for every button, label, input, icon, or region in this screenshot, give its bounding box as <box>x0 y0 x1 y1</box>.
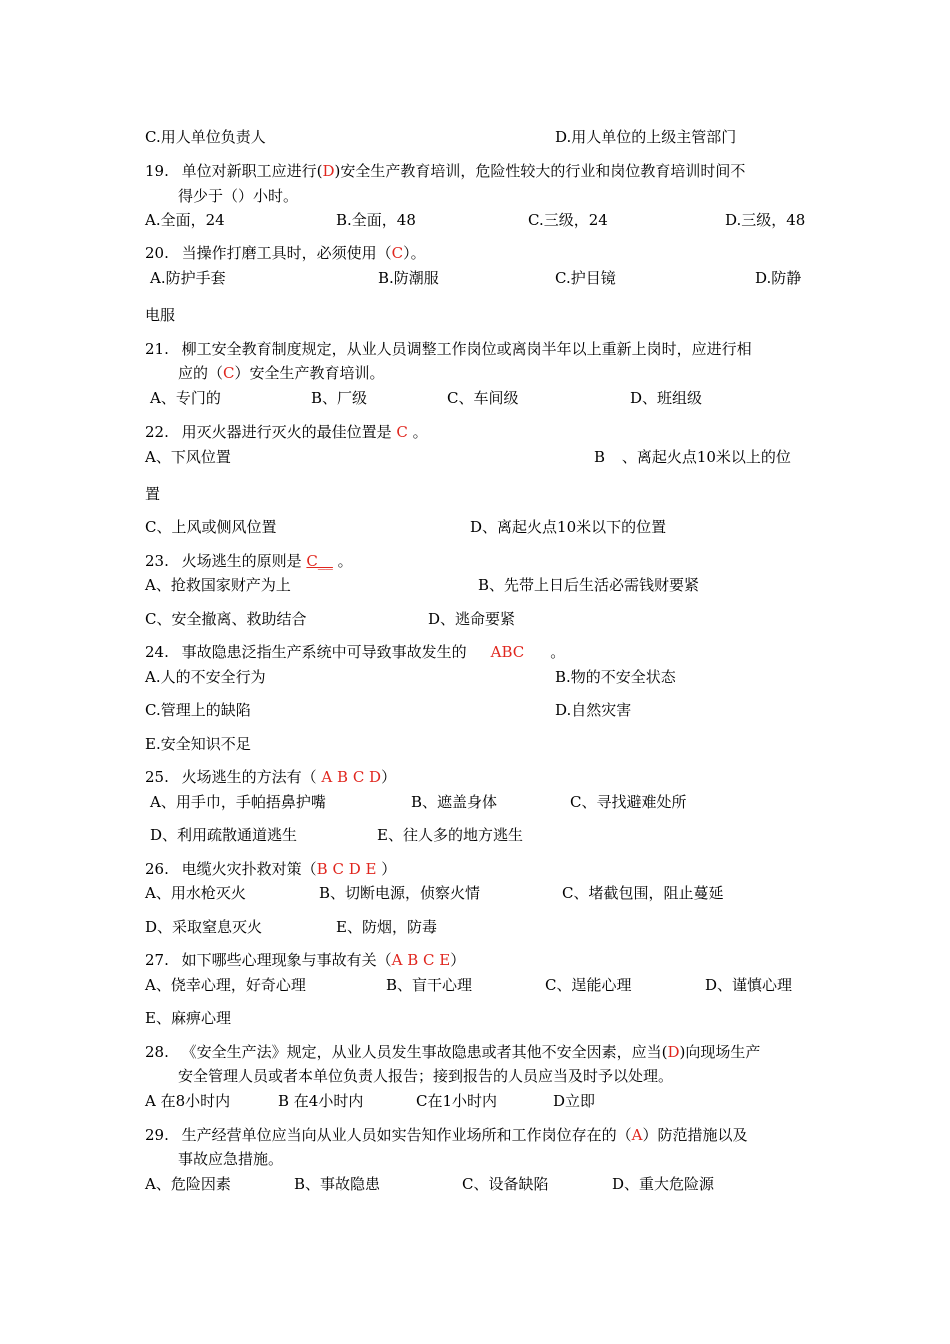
option-c: C.管理上的缺陷 <box>145 701 251 719</box>
question-number: 25. <box>145 768 169 786</box>
option-a: A、用手巾，手帕捂鼻护嘴 <box>150 793 326 811</box>
question-text-cont: 。 <box>550 643 566 661</box>
option-a: A、侥幸心理，好奇心理 <box>145 976 306 994</box>
option-d: D、采取窒息灭火 <box>145 918 263 936</box>
answer-mark: D <box>322 162 335 180</box>
answer-mark: A <box>631 1126 643 1144</box>
option-a: A 在8小时内 <box>145 1092 231 1110</box>
question-number: 29. <box>145 1126 169 1144</box>
option-c: C、上风或侧风位置 <box>145 518 277 536</box>
option-b: B、盲干心理 <box>386 976 473 994</box>
option-b: B、事故隐患 <box>294 1175 381 1193</box>
question-text-cont: ） <box>381 768 397 786</box>
question-29-line2: 事故应急措施。 <box>178 1150 284 1168</box>
question-26 <box>145 859 396 879</box>
option-b: B.物的不安全状态 <box>555 668 676 686</box>
question-29 <box>145 1125 748 1145</box>
option-a: A.防护手套 <box>150 269 226 287</box>
answer-mark: A B C E <box>391 951 451 969</box>
question-24 <box>145 642 565 662</box>
option-a: A.全面，24 <box>145 211 225 229</box>
question-19 <box>145 161 745 181</box>
option-b: B.全面，48 <box>336 211 416 229</box>
option-d: D立即 <box>553 1092 596 1110</box>
question-text: 当操作打磨工具时，必须使用（ <box>181 244 392 262</box>
option-c: C、堵截包围，阻止蔓延 <box>562 884 724 902</box>
option-e: E、防烟，防毒 <box>336 918 437 936</box>
question-28-line2: 安全管理人员或者本单位负责人报告；接到报告的人员应当及时予以处理。 <box>178 1067 674 1085</box>
question-text-cont: ）。 <box>403 244 426 262</box>
question-text: 用灭火器进行灭火的最佳位置是 <box>181 423 397 441</box>
option-c: C.护目镜 <box>555 269 616 287</box>
question-number: 26. <box>145 860 169 878</box>
option-b: B 在4小时内 <box>278 1092 364 1110</box>
option-d: D、班组级 <box>630 389 703 407</box>
answer-mark: C__ <box>306 552 333 570</box>
option-d: D、逃命要紧 <box>428 610 516 628</box>
question-text-cont: )安全生产教育培训，危险性较大的行业和岗位教育培训时间不 <box>334 162 746 180</box>
question-text: 如下哪些心理现象与事故有关（ <box>181 951 392 969</box>
option-d: D、重大危险源 <box>612 1175 715 1193</box>
answer-mark: ABC <box>490 643 525 661</box>
question-text: 柳工安全教育制度规定，从业人员调整工作岗位或离岗半年以上重新上岗时，应进行相 <box>181 340 752 358</box>
answer-mark: B C D E <box>316 860 377 878</box>
option-b <box>594 447 791 467</box>
question-text: 火场逃生的方法有（ <box>181 768 322 786</box>
option-c: C、安全撤离、救助结合 <box>145 610 307 628</box>
question-text-cont: ）安全生产教育培训。 <box>234 364 385 382</box>
question-number: 24. <box>145 643 169 661</box>
question-text-cont: 。 <box>407 423 428 441</box>
question-text-cont: )向现场生产 <box>679 1043 761 1061</box>
question-number: 23. <box>145 552 169 570</box>
question-21-line2 <box>178 363 385 383</box>
option-b: B、先带上日后生活必需钱财要紧 <box>478 576 700 594</box>
question-number: 19. <box>145 162 169 180</box>
question-text-cont: ） <box>376 860 397 878</box>
option-d: D、谨慎心理 <box>705 976 793 994</box>
option-c: C.用人单位负责人 <box>145 128 266 146</box>
question-text: 单位对新职工应进行( <box>181 162 323 180</box>
option-a: A、下风位置 <box>145 448 231 466</box>
option-d: D、利用疏散通道逃生 <box>150 826 298 844</box>
answer-mark: C <box>391 244 404 262</box>
question-text-cont: 。 <box>332 552 353 570</box>
option-c: C在1小时内 <box>416 1092 498 1110</box>
question-21 <box>145 339 752 359</box>
question-28 <box>145 1042 760 1062</box>
question-19-line2: 得少于（）小时。 <box>178 187 299 205</box>
option-a: A、用水枪灭火 <box>145 884 246 902</box>
question-text: 《安全生产法》规定，从业人员发生事故隐患或者其他不安全因素，应当( <box>181 1043 668 1061</box>
question-text-cont: ） <box>450 951 466 969</box>
option-d: D.用人单位的上级主管部门 <box>555 128 737 146</box>
question-text: 事故隐患泛指生产系统中可导致事故发生的 <box>181 643 467 661</box>
question-text: 电缆火灾扑救对策（ <box>181 860 317 878</box>
option-c: C、车间级 <box>447 389 519 407</box>
option-b: B.防潮服 <box>378 269 439 287</box>
question-20 <box>145 243 426 263</box>
option-c: C.三级，24 <box>528 211 608 229</box>
option-d: D.三级，48 <box>725 211 806 229</box>
question-text: 应的（ <box>178 364 224 382</box>
option-d-wrap: 电服 <box>145 306 176 324</box>
option-b: B、遮盖身体 <box>411 793 498 811</box>
option-c: C、寻找避难处所 <box>570 793 687 811</box>
question-text-cont: ）防范措施以及 <box>642 1126 748 1144</box>
option-a: A、危险因素 <box>145 1175 231 1193</box>
answer-mark: D <box>667 1043 680 1061</box>
option-a: A.人的不安全行为 <box>145 668 266 686</box>
question-text: 火场逃生的原则是 <box>181 552 307 570</box>
question-25 <box>145 767 396 787</box>
option-b-letter: B <box>594 448 606 466</box>
option-c: C、逞能心理 <box>545 976 632 994</box>
question-22 <box>145 422 428 442</box>
option-e: E、往人多的地方逃生 <box>377 826 523 844</box>
option-e: E、麻痹心理 <box>145 1009 231 1027</box>
option-b: B、切断电源，侦察火情 <box>319 884 481 902</box>
question-27 <box>145 950 465 970</box>
option-d: D.防静 <box>755 269 802 287</box>
answer-mark: A B C D <box>321 768 382 786</box>
option-b-text: 、离起火点10米以上的位 <box>621 448 791 466</box>
answer-mark: C <box>396 423 408 441</box>
option-d: D.自然灾害 <box>555 701 632 719</box>
option-a: A、专门的 <box>150 389 221 407</box>
question-23 <box>145 551 353 571</box>
option-c: C、设备缺陷 <box>462 1175 549 1193</box>
question-number: 27. <box>145 951 169 969</box>
question-number: 28. <box>145 1043 169 1061</box>
question-number: 21. <box>145 340 169 358</box>
option-e: E.安全知识不足 <box>145 735 251 753</box>
option-b-wrap: 置 <box>145 485 161 503</box>
question-text: 生产经营单位应当向从业人员如实告知作业场所和工作岗位存在的（ <box>181 1126 632 1144</box>
option-b: B、厂级 <box>311 389 368 407</box>
option-a: A、抢救国家财产为上 <box>145 576 291 594</box>
question-number: 22. <box>145 423 169 441</box>
answer-mark: C <box>223 364 235 382</box>
option-d: D、离起火点10米以下的位置 <box>470 518 667 536</box>
question-number: 20. <box>145 244 169 262</box>
